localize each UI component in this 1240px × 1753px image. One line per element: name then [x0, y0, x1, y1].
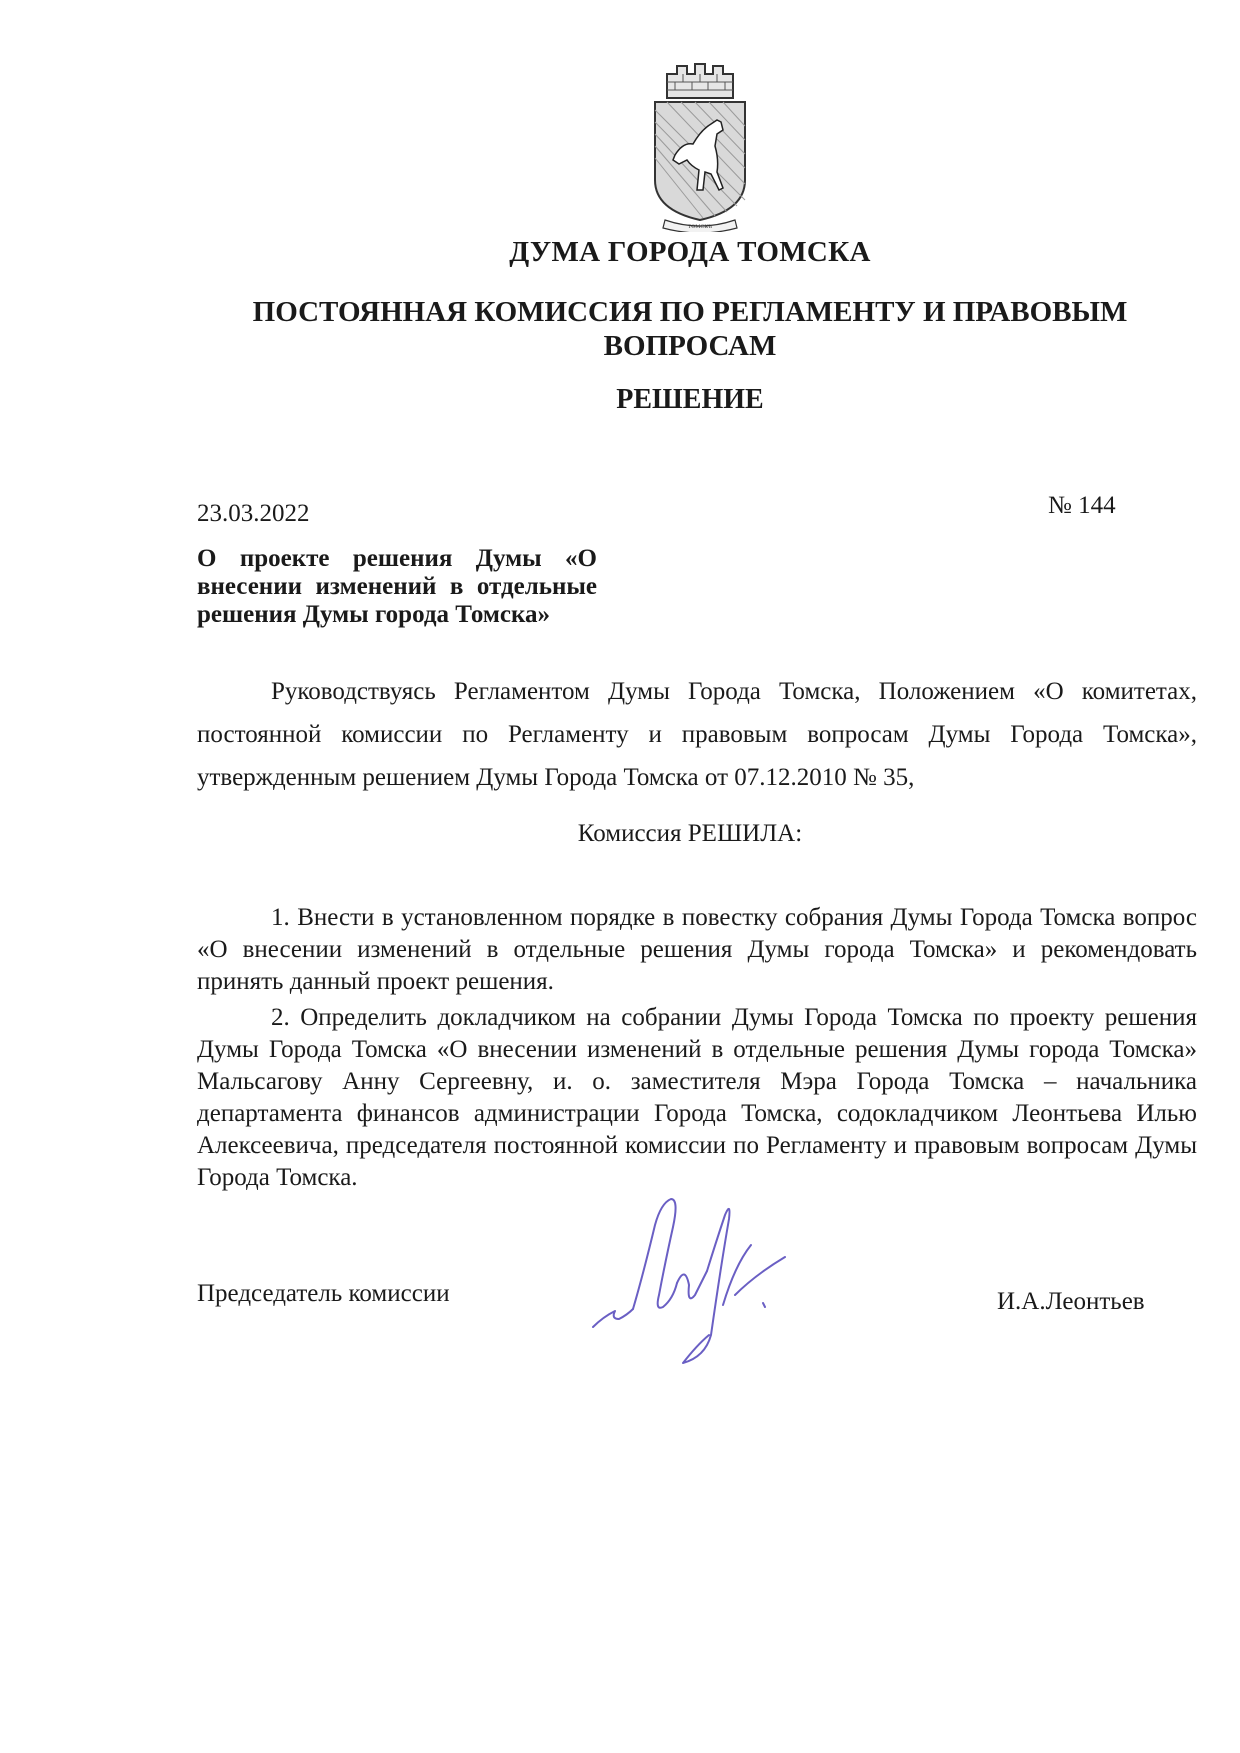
decision-date: 23.03.2022 — [197, 500, 310, 527]
commission-title: ПОСТОЯННАЯ КОМИССИЯ ПО РЕГЛАМЕНТУ И ПРАВОВЫМ ВОПРОСАМ — [252, 296, 1128, 362]
signatory-name: И.А.Леонтьев — [997, 1288, 1145, 1315]
document-type-title: РЕШЕНИЕ — [616, 384, 764, 415]
resolution-items — [197, 902, 1197, 1198]
decision-subject: О проекте решения Думы «О внесении изменений в отдельные решения Думы города Томска» — [197, 545, 597, 628]
emblem-ribbon-text: ТОМСКЪ — [687, 224, 713, 230]
organization-title: ДУМА ГОРОДА ТОМСКА — [509, 236, 871, 268]
resolution-item-2: 2. Определить докладчиком на собрании Думы Города Томска по проекту решения Думы Города Томска «О внесении изменений в отдельные решения Думы города Томска» Мальсагову Анну Сергеевну, и. о. заместителя Мэра Города Томска – начальника департамента финансов администрации Города Томска, содокладчиком Леонтьева Илью Алексеевича, председателя постоянной комиссии по Регламенту и правовым вопросам Думы Города Томска. — [197, 1004, 1197, 1191]
handwritten-signature — [585, 1185, 815, 1385]
resolution-heading: Комиссия РЕШИЛА: — [577, 820, 803, 847]
preamble-paragraph: Руководствуясь Регламентом Думы Города Томска, Положением «О комитетах, постоянной комиссии по Регламенту и правовым вопросам Думы Города Томска», утвержденным решением Думы Города Томска от 07.12.2010 № 35, — [197, 678, 1197, 791]
coat-of-arms-icon — [645, 60, 755, 232]
resolution-item-1: 1. Внести в установленном порядке в повестку собрания Думы Города Томска вопрос «О внесении изменений в отдельные решения Думы города Томска» и рекомендовать принять данный проект решения. — [197, 904, 1197, 995]
signatory-role: Председатель комиссии — [197, 1280, 450, 1307]
decision-number: № 144 — [1048, 492, 1116, 519]
